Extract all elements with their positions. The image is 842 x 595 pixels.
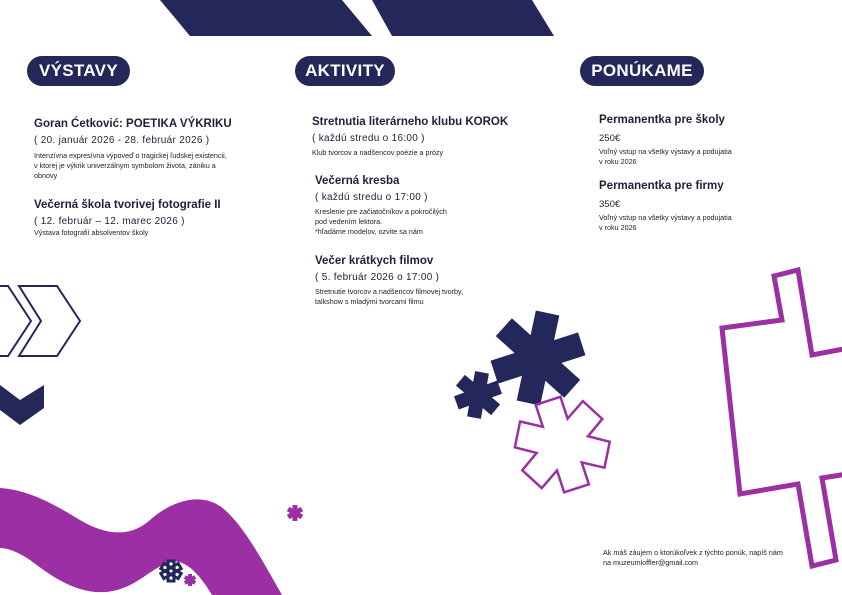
asterisk-icon xyxy=(484,303,593,412)
chevron-right-icon xyxy=(19,286,80,356)
cross-outline-shape xyxy=(722,270,842,566)
item-title: Permanentka pre školy xyxy=(599,114,725,126)
item-description: Intenzívna expresívna výpoveď o tragickej ľudskej existencii, v ktorej je výkrik univerzálnym symbolom života, zániku a obnovy xyxy=(34,151,227,180)
down-arrow-shape xyxy=(0,385,44,425)
item-description: Výstava fotografií absolventov školy xyxy=(34,228,149,237)
contact-note: Ak máš záujem o ktorúkoľvek z týchto ponúk, napíš nám na muzeumloffler@gmail.com xyxy=(603,548,783,567)
section-heading-vystavy: VÝSTAVY xyxy=(27,56,130,86)
item-title: Večerná kresba xyxy=(315,175,400,187)
item-description: Stretnutie tvorcov a nadšencov filmovej tvorby, talkshow s mladými tvorcami filmu xyxy=(315,287,464,306)
top-stripe-left xyxy=(160,0,372,36)
item-price: 250€ xyxy=(599,133,621,144)
item-date: ( 12. február – 12. marec 2026 ) xyxy=(34,216,185,227)
item-date: ( 20. január 2026 - 28. február 2026 ) xyxy=(34,135,210,146)
list-item xyxy=(34,199,274,238)
asterisk-icon xyxy=(184,574,196,586)
list-item xyxy=(315,175,545,237)
list-item xyxy=(312,116,542,158)
item-title: Stretnutia literárneho klubu KOROK xyxy=(312,116,509,128)
asterisk-icon xyxy=(161,561,181,581)
item-title: Večer krátkych filmov xyxy=(315,255,434,267)
item-date: ( každú stredu o 17:00 ) xyxy=(315,192,428,203)
asterisk-outline-icon xyxy=(504,387,620,503)
list-item xyxy=(34,118,274,181)
item-title: Večerná škola tvorivej fotografie II xyxy=(34,199,221,211)
list-item xyxy=(599,114,799,167)
section-heading-aktivity: AKTIVITY xyxy=(295,56,395,86)
list-item xyxy=(599,180,799,233)
item-description: Voľný vstup na všetky výstavy a podujatia v roku 2026 xyxy=(599,213,732,232)
item-description: Klub tvorcov a nadšencov poézie a prózy xyxy=(312,148,444,157)
item-date: ( 5. február 2026 o 17:00 ) xyxy=(315,272,440,283)
purple-wave xyxy=(0,488,282,595)
section-heading-ponukame: PONÚKAME xyxy=(580,56,704,86)
item-price: 350€ xyxy=(599,199,621,210)
item-description: Voľný vstup na všetky výstavy a podujatia v roku 2026 xyxy=(599,147,732,166)
asterisk-icon xyxy=(287,505,303,521)
item-date: ( každú stredu o 16:00 ) xyxy=(312,133,425,144)
item-description: Kreslenie pre začiatočníkov a pokročilých pod vedením lektora. *hľadáme modelov, ozvite sa nám xyxy=(315,207,447,236)
list-item xyxy=(315,255,545,307)
top-stripe-right xyxy=(372,0,554,36)
item-title: Permanentka pre firmy xyxy=(599,180,724,192)
item-title: Goran Ćetković: POETIKA VÝKRIKU xyxy=(34,118,232,130)
